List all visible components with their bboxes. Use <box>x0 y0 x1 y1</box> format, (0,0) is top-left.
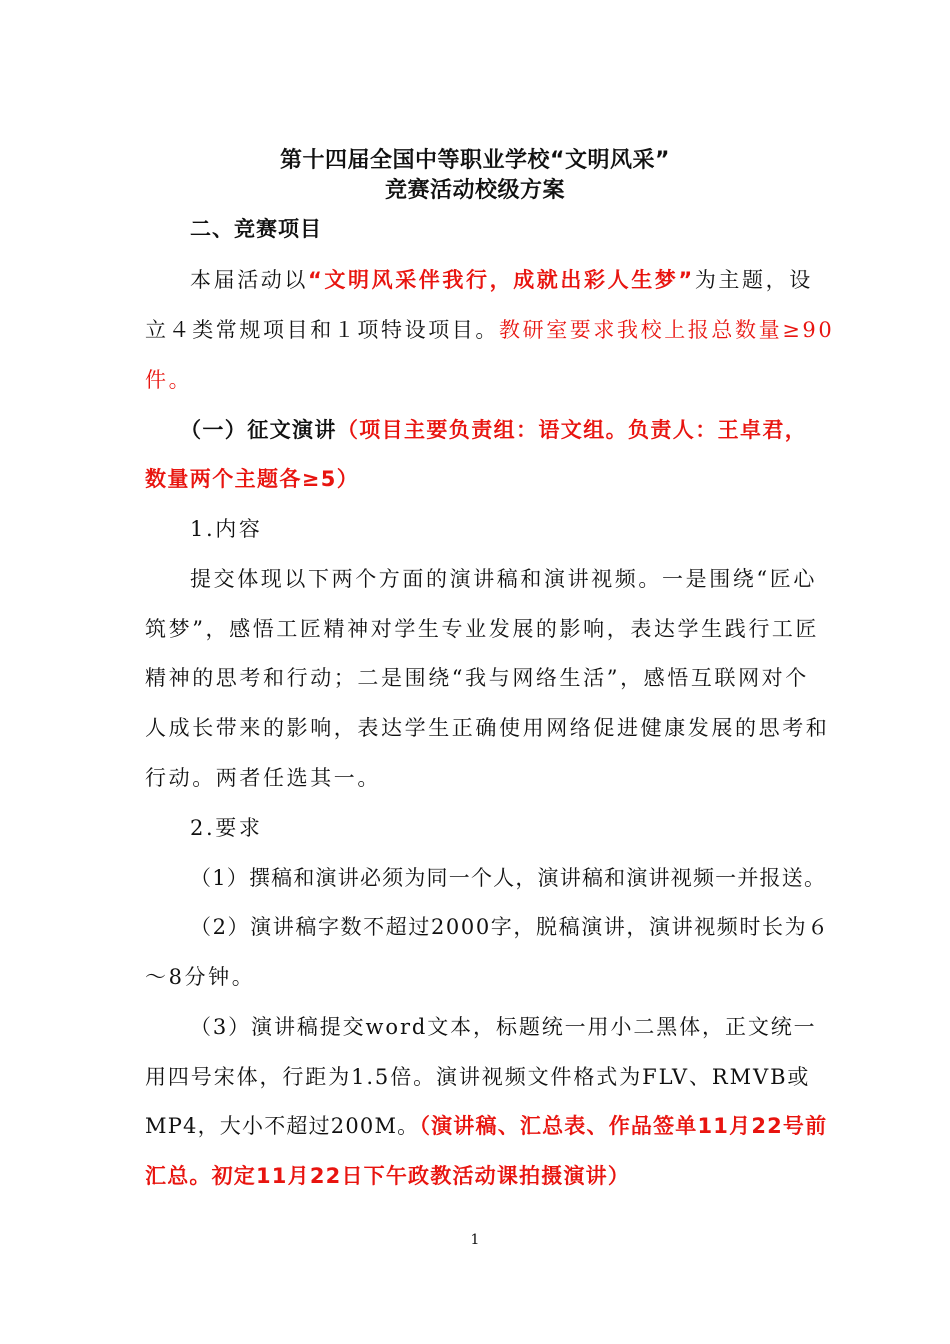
intro-line-1 <box>190 265 813 295</box>
intro-line-2 <box>145 315 835 345</box>
requirement-3-text: MP4，大小不超过200M。 <box>145 1114 420 1138</box>
document-title-line-2: 竞赛活动校级方案 <box>384 178 565 203</box>
content-line-5: 行动。两者任选其一。 <box>145 766 381 790</box>
requirement-3-line-2: 用四号宋体，行距为1.5倍。演讲视频文件格式为FLV、RMVB或 <box>145 1065 811 1089</box>
item-1-heading: （一）征文演讲 <box>180 418 337 442</box>
theme-highlight: “文明风采伴我行，成就出彩人生梦” <box>308 268 695 292</box>
section-heading: 二、竞赛项目 <box>190 217 322 241</box>
item-1-heading-line <box>180 415 820 445</box>
requirement-3-line-3 <box>145 1111 828 1141</box>
requirement-2-line-1: （2）演讲稿字数不超过2000字，脱稿演讲，演讲视频时长为６ <box>190 915 830 939</box>
document-title-line-1: 第十四届全国中等职业学校“文明风采” <box>280 148 670 173</box>
content-line-1: 提交体现以下两个方面的演讲稿和演讲视频。一是围绕“匠心 <box>190 567 817 591</box>
requirement-2-line-2: ～8分钟。 <box>145 965 256 989</box>
item-1-note-line-2: 数量两个主题各≥5） <box>145 467 360 491</box>
intro-line-3: 件。 <box>145 368 193 392</box>
content-heading: 1.内容 <box>190 517 263 541</box>
page-number: 1 <box>470 1232 480 1248</box>
intro-text: 为主题，设 <box>694 268 813 292</box>
intro-text: 本届活动以 <box>190 268 308 292</box>
deadline-note-line-2: 汇总。初定11月22日下午政教活动课拍摄演讲） <box>145 1164 631 1188</box>
requirement-3-line-1: （3）演讲稿提交word文本，标题统一用小二黑体，正文统一 <box>190 1015 817 1039</box>
content-line-3: 精神的思考和行动；二是围绕“我与网络生活”，感悟互联网对个 <box>145 666 809 690</box>
requirement-1: （1）撰稿和演讲必须为同一个人，演讲稿和演讲视频一并报送。 <box>190 866 827 890</box>
deadline-note: （演讲稿、汇总表、作品签单11月22号前 <box>419 1114 828 1138</box>
intro-text: 立４类常规项目和１项特设项目。 <box>145 318 499 342</box>
item-1-note: （项目主要负责组：语文组。负责人：王卓君， <box>336 418 808 442</box>
requirements-heading: 2.要求 <box>190 816 263 840</box>
content-line-2: 筑梦”，感悟工匠精神对学生专业发展的影响，表达学生践行工匠 <box>145 617 820 641</box>
content-line-4: 人成长带来的影响，表达学生正确使用网络促进健康发展的思考和 <box>145 716 830 740</box>
quota-highlight: 教研室要求我校上报总数量≥90 <box>499 318 835 342</box>
